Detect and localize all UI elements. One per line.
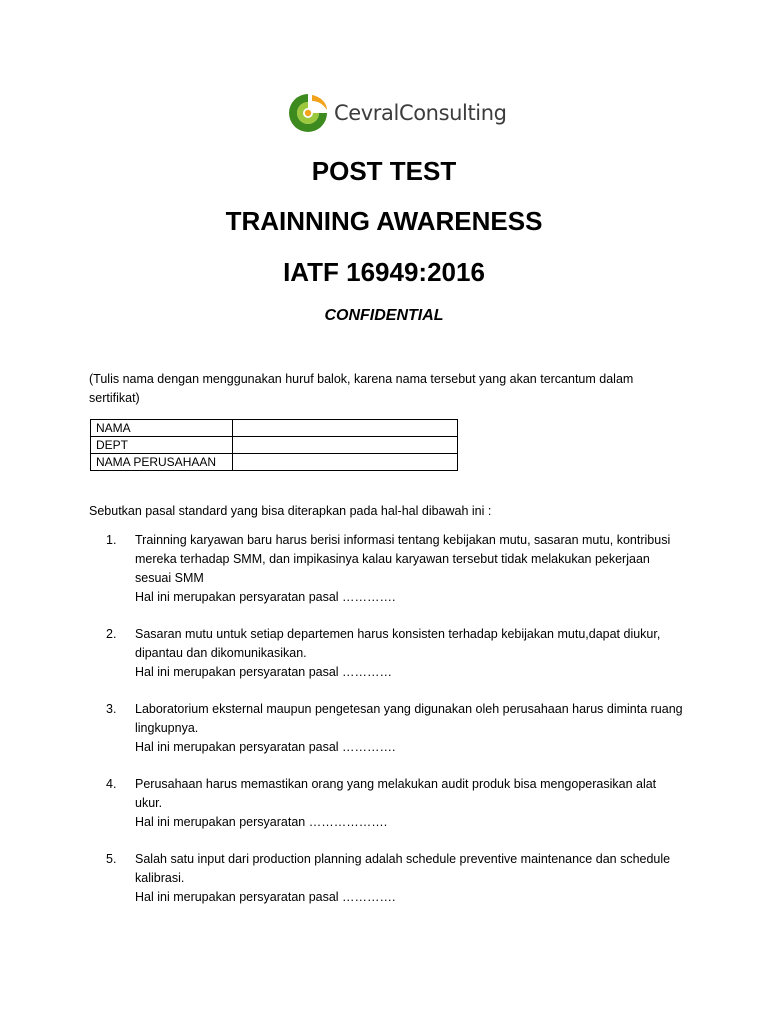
question-text: Trainning karyawan baru harus berisi informasi tentang kebijakan mutu, sasaran mutu, kontribusi mereka terhadap SMM, dan impikasinya kalau karyawan tersebut tidak melakukan pekerjaan sesuai SMM	[135, 533, 671, 585]
question-text: Perusahaan harus memastikan orang yang melakukan audit produk bisa mengoperasikan alat ukur.	[135, 777, 657, 810]
question-number: 4.	[106, 777, 117, 791]
question-text: Salah satu input dari production planning adalah schedule preventive maintenance dan schedule kalibrasi.	[135, 852, 671, 885]
title-standard: IATF 16949:2016	[283, 257, 485, 287]
question-item	[106, 850, 686, 907]
identity-row-dept	[91, 437, 458, 454]
question-answer-prompt: Hal ini merupakan persyaratan pasal ………….	[135, 590, 396, 604]
title-post-test: POST TEST	[311, 156, 457, 186]
question-item	[106, 700, 686, 757]
name-instruction: (Tulis nama dengan menggunakan huruf balok, karena nama tersebut yang akan tercantum dalam sertifikat)	[89, 372, 634, 405]
question-answer-prompt: Hal ini merupakan persyaratan ……………….	[135, 815, 388, 829]
identity-row-name	[91, 420, 458, 437]
questions-intro: Sebutkan pasal standard yang bisa diterapkan pada hal-hal dibawah ini :	[89, 504, 492, 518]
question-number: 3.	[106, 702, 117, 716]
identity-value-dept[interactable]	[233, 437, 458, 454]
question-answer-prompt: Hal ini merupakan persyaratan pasal ………….	[135, 890, 396, 904]
question-text: Laboratorium eksternal maupun pengetesan yang digunakan oleh perusahaan harus diminta ruang lingkupnya.	[135, 702, 683, 735]
identity-row-company	[91, 454, 458, 471]
logo-wordmark	[334, 101, 507, 125]
question-item	[106, 531, 686, 607]
identity-label-dept: DEPT	[91, 437, 233, 454]
question-list	[106, 531, 686, 925]
title-training-awareness: TRAINNING AWARENESS	[225, 206, 543, 236]
company-logo	[286, 90, 507, 136]
logo-swirl-icon	[286, 91, 330, 135]
identity-table	[90, 419, 458, 471]
question-text: Sasaran mutu untuk setiap departemen harus konsisten terhadap kebijakan mutu,dapat diukur, dipantau dan dikomunikasikan.	[135, 627, 661, 660]
question-number: 2.	[106, 627, 117, 641]
confidential-label: CONFIDENTIAL	[324, 307, 444, 324]
question-number: 1.	[106, 533, 117, 547]
identity-label-name: NAMA	[91, 420, 233, 437]
logo-word-1: Cevral	[334, 101, 399, 125]
logo-word-2: Consulting	[398, 101, 507, 125]
question-answer-prompt: Hal ini merupakan persyaratan pasal ………….	[135, 740, 396, 754]
question-item	[106, 775, 686, 832]
identity-value-company[interactable]	[233, 454, 458, 471]
question-item	[106, 625, 686, 682]
question-number: 5.	[106, 852, 117, 866]
identity-label-company: NAMA PERUSAHAAN	[91, 454, 233, 471]
identity-value-name[interactable]	[233, 420, 458, 437]
question-answer-prompt: Hal ini merupakan persyaratan pasal …………	[135, 665, 393, 679]
